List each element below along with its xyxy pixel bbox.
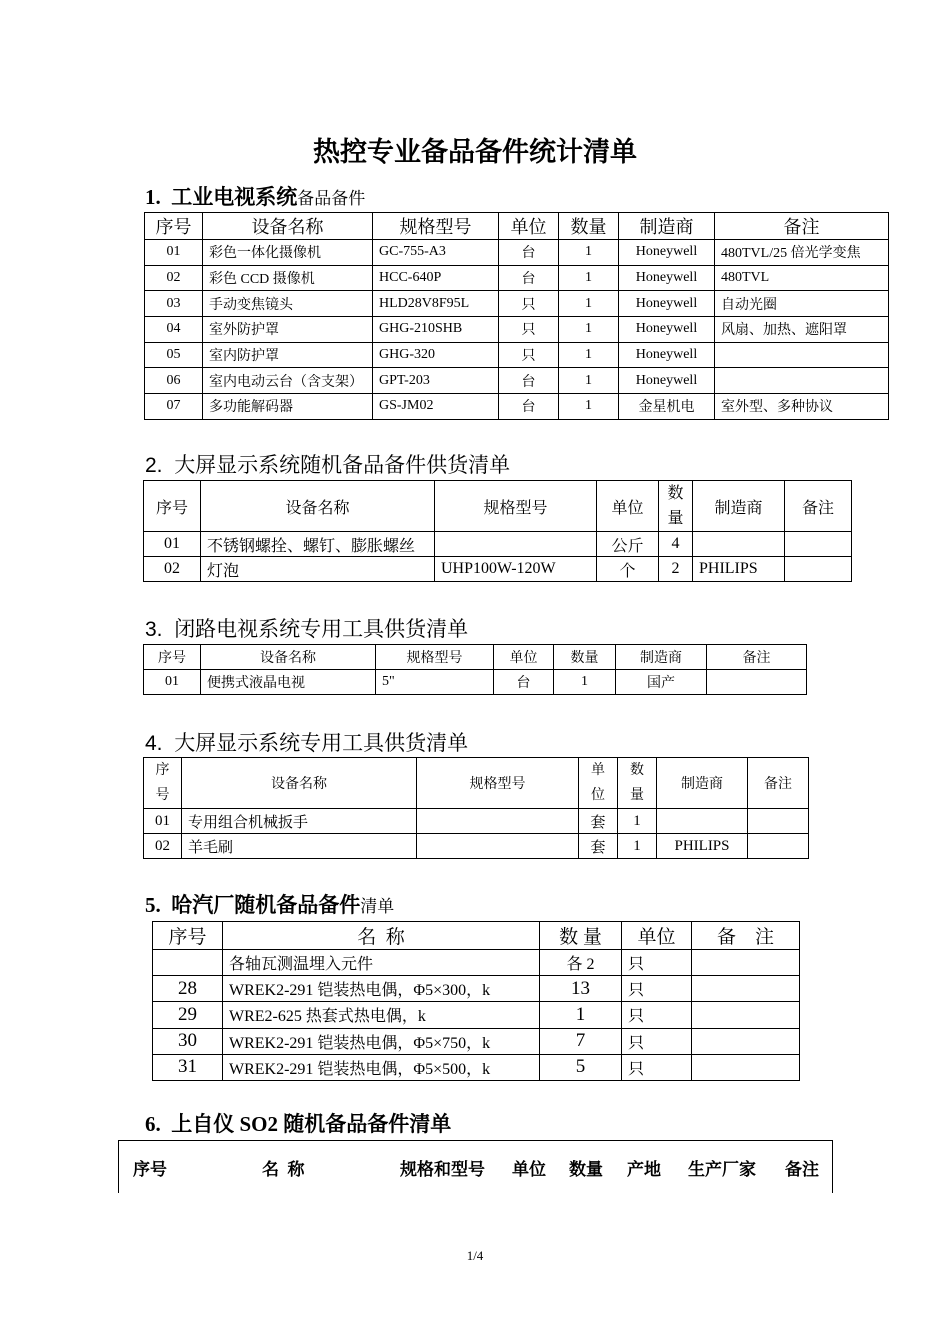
table-cell: 1: [559, 342, 619, 368]
table-cell: GHG-210SHB: [373, 317, 499, 343]
table-cell: 1: [559, 265, 619, 291]
page-title: 热控专业备品备件统计清单: [313, 137, 637, 167]
table-cell: 便携式液晶电视: [201, 670, 376, 695]
table-cell: 多功能解码器: [203, 394, 373, 420]
table-cell: 公斤: [597, 532, 659, 557]
table-header-row: [145, 213, 889, 240]
header-cell: 名 称: [223, 922, 540, 950]
section-3-number: 3.: [145, 618, 163, 641]
table-cell: 室外防护罩: [203, 317, 373, 343]
table-cell: 03: [145, 291, 203, 317]
table-row: [145, 394, 889, 420]
table-cell: 29: [153, 1002, 223, 1028]
table-cell: GC-755-A3: [373, 240, 499, 266]
section-6-title: 上自仪 SO2 随机备品备件清单: [171, 1112, 452, 1136]
header-cell: 制造商: [619, 213, 715, 240]
table-row: [144, 532, 852, 557]
table-cell: 彩色一体化摄像机: [203, 240, 373, 266]
header-cell: 规格型号: [376, 645, 494, 670]
table-cell: [785, 532, 852, 557]
header-cell-unit: [579, 758, 618, 809]
table-cell: 1: [559, 368, 619, 394]
header-cell-index: [144, 758, 182, 809]
table-cell: WRE2-625 热套式热电偶，k: [223, 1002, 540, 1028]
header-text: 单: [591, 763, 605, 778]
header-cell: 序号: [133, 1160, 167, 1179]
table-cell: 台: [499, 368, 559, 394]
table-cell: 1: [618, 834, 657, 859]
section-4-number: 4.: [145, 732, 163, 755]
section-4-title: 大屏显示系统专用工具供货清单: [174, 732, 469, 755]
header-cell: 名 称: [262, 1160, 305, 1179]
header-cell: 备注: [715, 213, 889, 240]
table-cell: 套: [579, 809, 618, 834]
header-text: 号: [155, 788, 170, 803]
table-cell: 02: [145, 265, 203, 291]
table-cell: 1: [540, 1002, 622, 1028]
table-row: [144, 557, 852, 582]
header-cell: 单位: [494, 645, 554, 670]
table-row: [153, 976, 800, 1002]
header-cell: 设备名称: [182, 758, 417, 809]
table-cell: 28: [153, 976, 223, 1002]
table-header-row: [144, 481, 852, 532]
header-cell: 单位: [499, 213, 559, 240]
section-1-title-suffix: 备品备件: [297, 189, 366, 208]
table-cell: 480TVL/25 倍光学变焦: [715, 240, 889, 266]
table-row: [145, 265, 889, 291]
table-cell: 专用组合机械扳手: [182, 809, 417, 834]
section-2-title: 大屏显示系统随机备品备件供货清单: [174, 454, 511, 477]
table-row: [153, 950, 800, 976]
table-cell: 各 2: [540, 950, 622, 976]
table-5: [152, 921, 800, 1081]
table-cell: 台: [494, 670, 554, 695]
table-cell: 只: [622, 1054, 692, 1080]
table-cell: 金星机电: [619, 394, 715, 420]
table-cell: 4: [659, 532, 693, 557]
table-cell: 手动变焦镜头: [203, 291, 373, 317]
header-cell: 备注: [785, 1160, 819, 1179]
table-cell: 06: [145, 368, 203, 394]
section-6-number: 6.: [145, 1112, 161, 1136]
table-cell: 13: [540, 976, 622, 1002]
header-cell: 序号: [144, 481, 201, 532]
table-cell: 国产: [616, 670, 707, 695]
header-text: 序: [155, 763, 170, 778]
table-cell: Honeywell: [619, 240, 715, 266]
table-cell: GPT-203: [373, 368, 499, 394]
header-text: 数: [630, 763, 644, 778]
table-cell: 480TVL: [715, 265, 889, 291]
section-5-heading: [145, 889, 394, 919]
table-cell: 灯泡: [201, 557, 435, 582]
section-5-number: 5.: [145, 893, 161, 917]
table-cell: GS-JM02: [373, 394, 499, 420]
table-cell: 01: [144, 532, 201, 557]
table-cell: Honeywell: [619, 291, 715, 317]
table-cell: [692, 976, 800, 1002]
table-row: [144, 834, 809, 859]
header-cell: 制造商: [693, 481, 785, 532]
table-cell: 台: [499, 265, 559, 291]
table-cell: 2: [659, 557, 693, 582]
header-text: 数: [667, 485, 684, 502]
header-cell: 设备名称: [201, 481, 435, 532]
table-cell: 02: [144, 557, 201, 582]
header-cell: 设备名称: [203, 213, 373, 240]
header-cell: 规格型号: [417, 758, 579, 809]
table-cell: [748, 809, 809, 834]
table-cell: 只: [499, 342, 559, 368]
table-cell: PHILIPS: [693, 557, 785, 582]
table-cell: 室外型、多种协议: [715, 394, 889, 420]
header-cell: 数量: [554, 645, 616, 670]
table-cell: 7: [540, 1028, 622, 1054]
table-cell: [153, 950, 223, 976]
table-header-row: [144, 758, 809, 809]
table-row: [153, 1054, 800, 1080]
section-4-heading: [145, 727, 468, 757]
table-cell: [692, 1002, 800, 1028]
table-cell: 01: [145, 240, 203, 266]
header-text: 量: [667, 510, 684, 527]
table-cell: 04: [145, 317, 203, 343]
table-cell: 02: [144, 834, 182, 859]
header-cell: 规格型号: [373, 213, 499, 240]
header-text: 量: [630, 788, 644, 803]
table-cell: [693, 532, 785, 557]
table-cell: 01: [144, 809, 182, 834]
table-cell: 自动光圈: [715, 291, 889, 317]
table-row: [145, 291, 889, 317]
header-cell: 数量: [559, 213, 619, 240]
table-cell: Honeywell: [619, 342, 715, 368]
table-cell: UHP100W-120W: [435, 557, 597, 582]
section-1-title: 工业电视系统: [171, 185, 298, 209]
table-cell: 1: [618, 809, 657, 834]
table-cell: 1: [559, 394, 619, 420]
header-cell: 序号: [145, 213, 203, 240]
table-6-header-row: [0, 1155, 950, 1179]
table-cell: 只: [622, 976, 692, 1002]
table-cell: 5: [540, 1054, 622, 1080]
table-cell: 台: [499, 240, 559, 266]
header-cell: 数 量: [540, 922, 622, 950]
table-cell: PHILIPS: [657, 834, 748, 859]
table-cell: 只: [622, 1002, 692, 1028]
header-cell: 单位: [597, 481, 659, 532]
section-3-title: 闭路电视系统专用工具供货清单: [174, 618, 469, 641]
table-cell: [692, 950, 800, 976]
table-cell: [435, 532, 597, 557]
section-2-heading: [145, 449, 510, 479]
table-cell: [692, 1054, 800, 1080]
table-row: [144, 809, 809, 834]
table-cell: HCC-640P: [373, 265, 499, 291]
table-cell: GHG-320: [373, 342, 499, 368]
table-cell: 1: [554, 670, 616, 695]
table-cell: 套: [579, 834, 618, 859]
table-cell: 羊毛刷: [182, 834, 417, 859]
table-cell: 只: [499, 317, 559, 343]
table-row: [145, 240, 889, 266]
table-cell: 只: [499, 291, 559, 317]
section-1-heading: [145, 181, 365, 211]
header-cell: 规格和型号: [400, 1160, 485, 1179]
table-cell: [785, 557, 852, 582]
table-cell: Honeywell: [619, 317, 715, 343]
table-cell: 室内防护罩: [203, 342, 373, 368]
table-cell: 1: [559, 240, 619, 266]
table-cell: [417, 834, 579, 859]
table-header-row: [144, 645, 807, 670]
section-3-heading: [145, 613, 468, 643]
table-cell: 室内电动云台（含支架）: [203, 368, 373, 394]
table-cell: [748, 834, 809, 859]
header-cell: 备 注: [692, 922, 800, 950]
table-row: [145, 368, 889, 394]
table-cell: HLD28V8F95L: [373, 291, 499, 317]
table-cell: 风扇、加热、遮阳罩: [715, 317, 889, 343]
table-cell: Honeywell: [619, 265, 715, 291]
table-cell: 各轴瓦测温埋入元件: [223, 950, 540, 976]
section-5-title-suffix: 清单: [360, 897, 395, 916]
table-cell: 30: [153, 1028, 223, 1054]
table-cell: 31: [153, 1054, 223, 1080]
header-cell: 规格型号: [435, 481, 597, 532]
section-1-number: 1.: [145, 185, 161, 209]
header-cell: 单位: [622, 922, 692, 950]
header-cell-quantity: [618, 758, 657, 809]
section-5-title: 哈汽厂随机备品备件: [171, 893, 361, 917]
header-cell: 备注: [785, 481, 852, 532]
table-cell: 只: [622, 1028, 692, 1054]
page-number: 1/4: [466, 1248, 484, 1263]
table-cell: WREK2-291 铠装热电偶，Φ5×300，k: [223, 976, 540, 1002]
table-header-row: [153, 922, 800, 950]
table-3: [143, 644, 807, 695]
table-cell: 1: [559, 317, 619, 343]
header-cell: 序号: [153, 922, 223, 950]
section-2-number: 2.: [145, 454, 163, 477]
table-cell: 只: [622, 950, 692, 976]
table-cell: 不锈钢螺拴、螺钉、膨胀螺丝: [201, 532, 435, 557]
table-cell: 台: [499, 394, 559, 420]
header-cell: 产地: [627, 1160, 661, 1179]
table-cell: WREK2-291 铠装热电偶，Φ5×750，k: [223, 1028, 540, 1054]
table-cell: [417, 809, 579, 834]
header-cell: 设备名称: [201, 645, 376, 670]
table-row: [144, 670, 807, 695]
table-row: [153, 1002, 800, 1028]
table-cell: [715, 342, 889, 368]
table-cell: Honeywell: [619, 368, 715, 394]
table-cell: 个: [597, 557, 659, 582]
table-cell: 07: [145, 394, 203, 420]
table-cell: [692, 1028, 800, 1054]
header-cell: 数量: [569, 1160, 603, 1179]
table-1: [144, 212, 889, 420]
table-cell: 05: [145, 342, 203, 368]
header-cell: 制造商: [657, 758, 748, 809]
table-row: [145, 317, 889, 343]
header-cell: 制造商: [616, 645, 707, 670]
table-row: [153, 1028, 800, 1054]
table-cell: 彩色 CCD 摄像机: [203, 265, 373, 291]
table-cell: 1: [559, 291, 619, 317]
table-cell: 5": [376, 670, 494, 695]
header-text: 位: [591, 788, 605, 803]
table-2: [143, 480, 852, 582]
table-row: [145, 342, 889, 368]
table-4: [143, 757, 809, 859]
table-cell: [707, 670, 807, 695]
header-cell: 备注: [707, 645, 807, 670]
header-cell: 序号: [144, 645, 201, 670]
table-cell: [715, 368, 889, 394]
section-6-heading: [145, 1108, 451, 1138]
header-cell: 单位: [512, 1160, 546, 1179]
header-cell: 备注: [748, 758, 809, 809]
header-cell-quantity: [659, 481, 693, 532]
table-cell: [657, 809, 748, 834]
header-cell: 生产厂家: [688, 1160, 756, 1179]
table-cell: 01: [144, 670, 201, 695]
table-cell: WREK2-291 铠装热电偶，Φ5×500，k: [223, 1054, 540, 1080]
